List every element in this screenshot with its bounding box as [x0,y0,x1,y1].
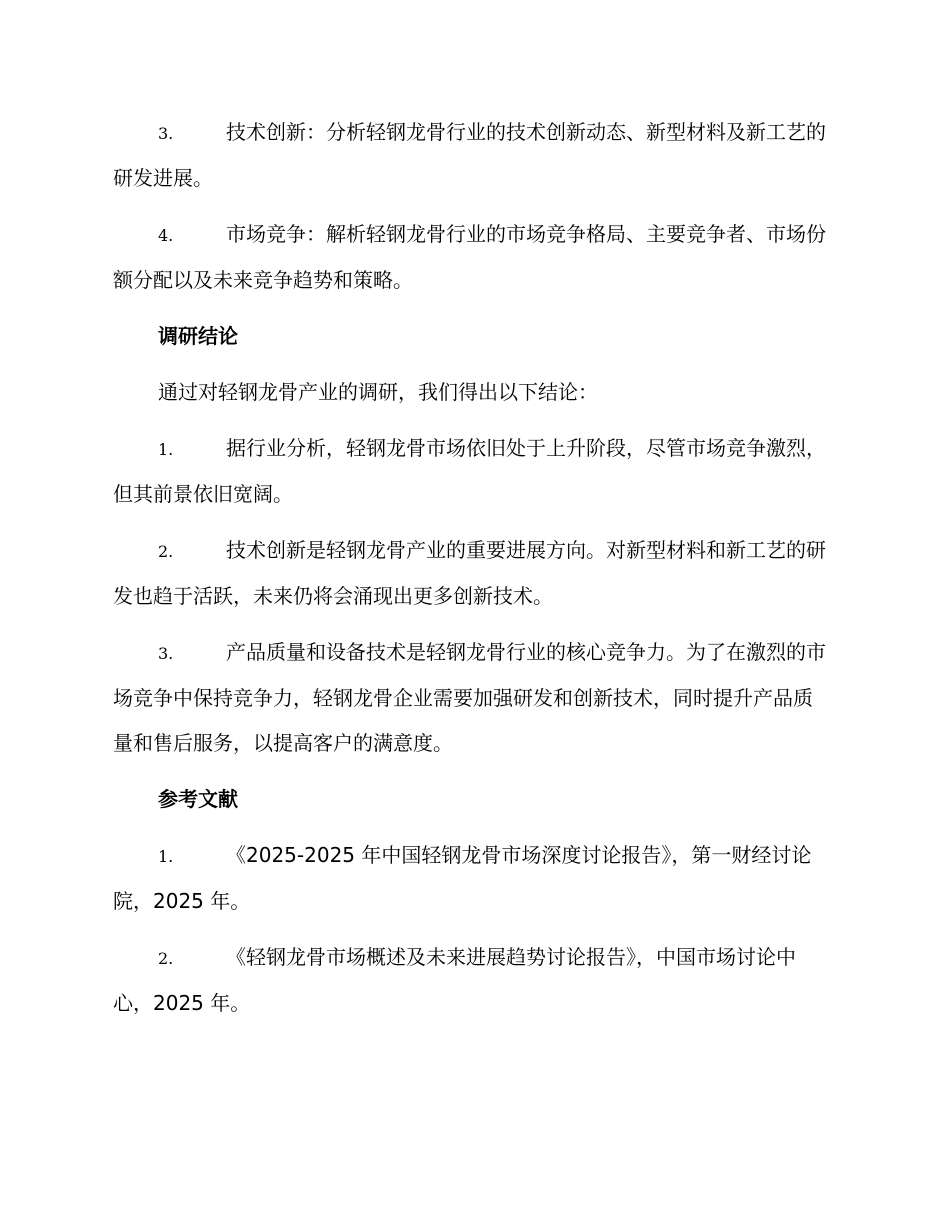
list-item [113,110,831,201]
list-item [113,630,831,766]
list-number: 1. [158,440,174,459]
list-number: 3. [158,124,174,143]
list-number: 2. [158,949,174,968]
document-page [113,110,831,1037]
reference-text: 《轻钢龙骨市场概述及未来进展趋势讨论报告》，中国市场讨论中心，2025 年。 [113,945,796,1015]
section-heading-conclusion: 调研结论 [158,324,238,348]
list-number: 2. [158,542,174,561]
list-text: 技术创新：分析轻钢龙骨行业的技术创新动态、新型材料及新工艺的研发进展。 [113,120,826,190]
list-text: 技术创新是轻钢龙骨产业的重要进展方向。对新型材料和新工艺的研发也趋于活跃，未来仍将会涌现出更多创新技术。 [113,538,826,608]
list-text: 产品质量和设备技术是轻钢龙骨行业的核心竞争力。为了在激烈的市场竞争中保持竞争力，轻钢龙骨企业需要加强研发和创新技术，同时提升产品质量和售后服务，以提高客户的满意度。 [113,640,826,755]
reference-text: 《2025-2025 年中国轻钢龙骨市场深度讨论报告》，第一财经讨论院，2025 年。 [113,843,812,913]
reference-item [113,833,831,924]
list-number: 1. [158,847,174,866]
list-item [113,528,831,619]
list-item [113,426,831,517]
list-text: 据行业分析，轻钢龙骨市场依旧处于上升阶段，尽管市场竞争激烈，但其前景依旧宽阔。 [113,436,826,506]
conclusion-intro: 通过对轻钢龙骨产业的调研，我们得出以下结论： [158,380,598,404]
list-number: 4. [158,226,174,245]
list-number: 3. [158,644,174,663]
list-text: 市场竞争：解析轻钢龙骨行业的市场竞争格局、主要竞争者、市场份额分配以及未来竞争趋势和策略。 [113,222,826,292]
reference-item [113,935,831,1026]
list-item [113,212,831,303]
section-heading-references: 参考文献 [158,787,238,811]
